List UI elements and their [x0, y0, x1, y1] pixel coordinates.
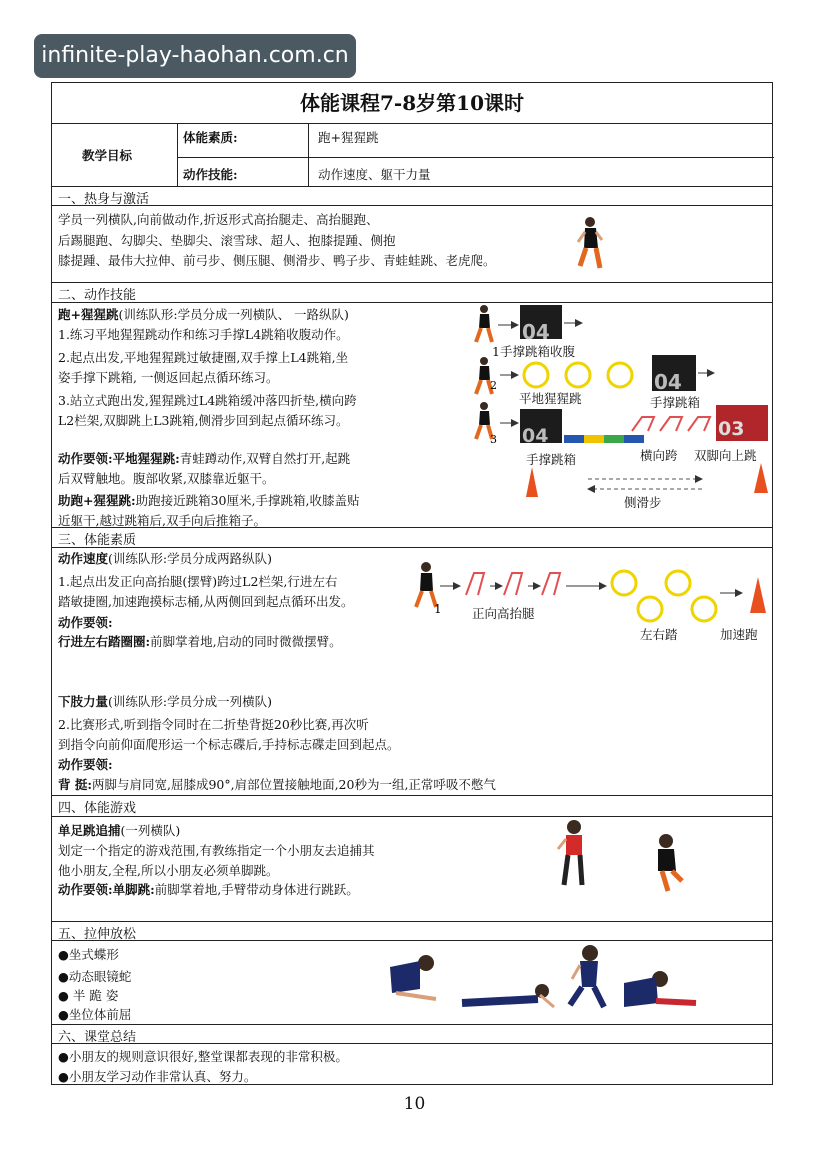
goal-row1-label: 体能素质: — [183, 130, 238, 145]
half-kneel-figure-icon — [570, 945, 604, 1007]
page-number: 10 — [403, 1094, 426, 1114]
agility-hoop-icon — [524, 363, 548, 387]
skills-heading: 跑+猩猩跳(训练队形:学员分成一列横队、 一路纵队) — [58, 307, 349, 322]
speed-line: 踏敏捷圈,加速跑摸标志桶,从两侧回到起点循环出发。 — [58, 594, 354, 609]
plyo-box-number: 04 — [522, 320, 550, 344]
agility-hoop-icon — [566, 363, 590, 387]
strength-line: 到指令向前仰面爬形运一个标志碟后,手持标志碟走回到起点。 — [58, 737, 400, 752]
diagram-label-side-step: 左右踏 — [640, 627, 678, 642]
diagram-label-tuck: 1手撑跳箱收腹 — [492, 344, 575, 359]
diagram-label-lateral-step: 横向跨 — [640, 448, 678, 463]
diagram-label-box-support: 手撑跳箱 — [650, 395, 701, 410]
speed-line: 1.起点出发正向高抬腿(摆臂)跨过L2栏架,行进左右 — [58, 574, 338, 589]
cone-icon — [754, 463, 768, 493]
speed-heading: 动作速度(训练队形:学员分成两路纵队) — [58, 551, 272, 566]
goal-row2-label: 动作技能: — [183, 167, 238, 182]
lesson-plan-table — [51, 82, 773, 1085]
plyo-box-number: 03 — [718, 418, 745, 440]
butterfly-stretch-figure-icon — [390, 955, 436, 999]
goal-row1-value: 跑+猩猩跳 — [318, 130, 379, 145]
agility-hoop-icon — [638, 597, 662, 621]
cone-icon — [750, 577, 766, 613]
page-title: 体能课程7-8岁第10课时 — [52, 83, 772, 124]
skills-key-point-1-cont: 后双臂触地。腹部收紧,双膝靠近躯干。 — [58, 471, 275, 486]
strength-key-label: 动作要领: — [58, 757, 113, 772]
hurdle-icon — [632, 417, 710, 431]
section-summary-header: 六、课堂总结 — [58, 1030, 137, 1045]
game-key-point: 动作要领:单脚跳:前脚掌着地,手臂带动身体进行跳跃。 — [58, 882, 359, 897]
section-game-header: 四、体能游戏 — [58, 801, 137, 816]
diagram-step-number: 3 — [490, 433, 497, 446]
section-fitness-header: 三、体能素质 — [58, 533, 137, 548]
child-chasing-figure-icon — [558, 820, 582, 885]
seated-forward-bend-figure-icon — [624, 971, 696, 1007]
game-heading: 单足跳追捕(一列横队) — [58, 823, 181, 838]
stretch-item: ●坐位体前屈 — [58, 1007, 132, 1022]
strength-key-point: 背 挺:两脚与肩同宽,屈膝成90°,肩部位置接触地面,20秒为一组,正常呼吸不憋气 — [58, 777, 496, 792]
stretch-item: ●动态眼镜蛇 — [58, 969, 132, 984]
skills-line: 2.起点出发,平地猩猩跳过敏捷圈,双手撑上L4跳箱,坐 — [58, 350, 349, 365]
skills-line: 3.站立式跑出发,猩猩跳过L4跳箱缓冲落四折垫,横向跨 — [58, 393, 357, 408]
diagram-label-side-shuffle: 侧滑步 — [624, 495, 662, 510]
diagram-label-sprint: 加速跑 — [720, 627, 758, 642]
diagram-label-gorilla: 平地猩猩跳 — [519, 391, 582, 406]
plyo-box-number: 04 — [654, 370, 682, 394]
speed-key-label: 动作要领: — [58, 615, 113, 630]
child-hopping-figure-icon — [658, 834, 682, 891]
goal-label: 教学目标 — [82, 148, 133, 163]
folding-mat-icon — [564, 435, 584, 443]
skills-line: 1.练习平地猩猩跳动作和练习手撑L4跳箱收腹动作。 — [58, 327, 349, 342]
agility-hoop-icon — [666, 571, 690, 595]
agility-hoop-icon — [692, 597, 716, 621]
agility-hoop-icon — [612, 571, 636, 595]
diagram-step-number: 1 — [434, 602, 442, 616]
diagram-label-high-knees: 正向高抬腿 — [472, 606, 535, 621]
hurdle-icon — [466, 573, 560, 595]
section-stretch-header: 五、拉伸放松 — [58, 927, 137, 942]
warmup-line: 后踢腿跑、勾脚尖、垫脚尖、滚雪球、超人、抱膝提踵、侧抱 — [58, 233, 396, 248]
agility-hoop-icon — [608, 363, 632, 387]
watermark-banner: infinite-play-haohan.com.cn — [34, 34, 356, 78]
warmup-line: 学员一列横队,向前做动作,折返形式高抬腿走、高抬腿跑、 — [58, 212, 379, 227]
plyo-box-number: 04 — [522, 425, 549, 447]
section-skills-header: 二、动作技能 — [58, 288, 137, 303]
diagram-step-number: 2 — [490, 379, 497, 392]
skills-key-point-1: 动作要领:平地猩猩跳:青蛙蹲动作,双臂自然打开,起跳 — [58, 451, 351, 466]
runner-figure-icon — [578, 217, 602, 268]
summary-item: ●小朋友学习动作非常认真、努力。 — [58, 1069, 257, 1084]
cone-icon — [526, 467, 538, 497]
diagram-label-box-support-2: 手撑跳箱 — [526, 452, 577, 467]
skills-key-point-2-cont: 近躯干,越过跳箱后,双手向后推箱子。 — [58, 513, 266, 528]
illustrations-layer — [52, 83, 774, 1086]
stretch-item: ● 半 跪 姿 — [58, 988, 119, 1003]
skills-line: L2栏架,双脚跳上L3跳箱,侧滑步回到起点循环练习。 — [58, 413, 349, 428]
section-warmup-header: 一、热身与激活 — [58, 192, 150, 207]
diagram-label-jump-up: 双脚向上跳 — [694, 448, 757, 463]
runner-figure-icon — [476, 305, 492, 342]
warmup-line: 膝提踵、最伟大拉伸、前弓步、侧压腿、侧滑步、鸭子步、青蛙蛙跳、老虎爬。 — [58, 253, 496, 268]
summary-item: ●小朋友的规则意识很好,整堂课都表现的非常积极。 — [58, 1049, 348, 1064]
game-line: 划定一个指定的游戏范围,有教练指定一个小朋友去追捕其 — [58, 843, 375, 858]
goal-row2-value: 动作速度、躯干力量 — [318, 167, 431, 182]
strength-line: 2.比赛形式,听到指令同时在二折垫背挺20秒比赛,再次听 — [58, 717, 369, 732]
game-line: 他小朋友,全程,所以小朋友必须单脚跳。 — [58, 863, 279, 878]
runner-figure-icon — [416, 562, 436, 607]
skills-line: 姿手撑下跳箱, 一侧返回起点循环练习。 — [58, 370, 279, 385]
skills-key-point-2: 助跑+猩猩跳:助跑接近跳箱30厘米,手撑跳箱,收膝盖贴 — [58, 493, 360, 508]
stretch-item: ●坐式蝶形 — [58, 947, 119, 962]
cobra-stretch-figure-icon — [462, 984, 554, 1007]
speed-key-point: 行进左右踏圈圈:前脚掌着地,启动的同时微微摆臂。 — [58, 634, 342, 649]
strength-heading: 下肢力量(训练队形:学员分成一列横队) — [58, 694, 272, 709]
